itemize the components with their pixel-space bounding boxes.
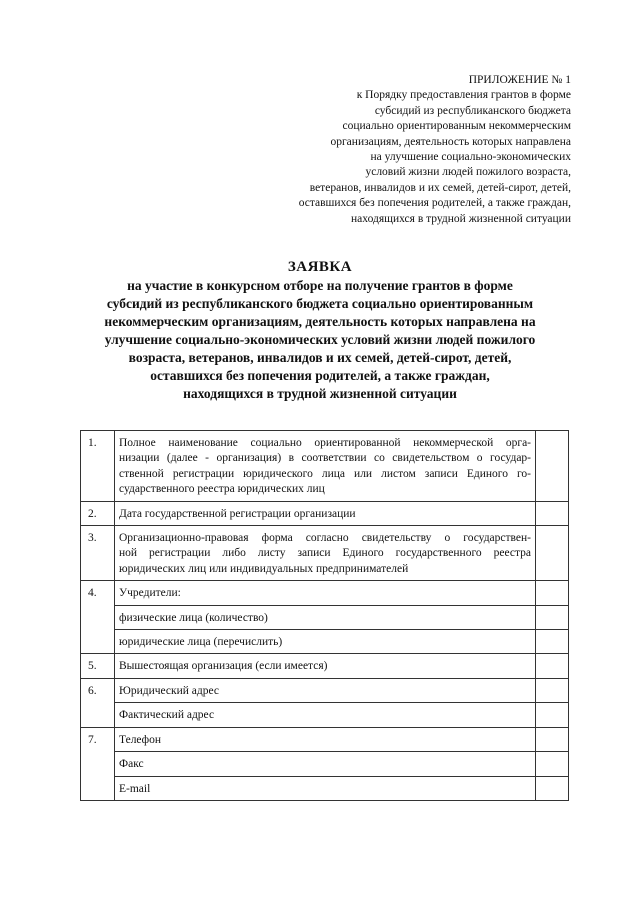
- value-cell[interactable]: [536, 431, 569, 502]
- table-row: [81, 654, 569, 678]
- title-line: некоммерческим организациям, деятельность которых направлена на: [104, 314, 536, 329]
- row-number: 6.: [81, 678, 115, 727]
- title-line: улучшение социально-экономических условий жизни людей пожилого: [104, 332, 536, 347]
- row-number: 7.: [81, 727, 115, 800]
- title-line: оставшихся без попечения родителей, а также граждан,: [150, 368, 490, 383]
- table-row: [81, 581, 569, 605]
- title-main: ЗАЯВКА: [287, 259, 353, 275]
- appendix-line: к Порядку предоставления грантов в форме: [356, 89, 571, 102]
- appendix-line: оставшихся без попечения родителей, а также граждан,: [298, 197, 571, 210]
- appendix-line: на улучшение социально-экономических: [370, 151, 571, 164]
- appendix-line: организациям, деятельность которых направлена: [330, 135, 571, 148]
- value-cell[interactable]: [536, 654, 569, 678]
- value-cell[interactable]: [536, 752, 569, 776]
- value-cell[interactable]: [536, 776, 569, 800]
- value-cell[interactable]: [536, 581, 569, 605]
- row-label: Учредители:: [115, 581, 536, 605]
- row-number: 3.: [81, 526, 115, 581]
- table-row: [81, 678, 569, 702]
- title-line: находящихся в трудной жизненной ситуации: [183, 386, 457, 401]
- appendix-line: ветеранов, инвалидов и их семей, детей-сирот, детей,: [309, 181, 571, 194]
- row-sublabel: Факс: [115, 752, 536, 776]
- row-label: Юридический адрес: [115, 678, 536, 702]
- row-label: Вышестоящая организация (если имеется): [115, 654, 536, 678]
- row-label-line: Полное наименование социально ориентированной некоммерческой орга-: [119, 437, 531, 449]
- row-label: [115, 431, 536, 502]
- row-label-line: ной регистрации либо листу записи Единого государственного реестра: [119, 547, 531, 560]
- table-row: [81, 501, 569, 525]
- table-row: [81, 605, 569, 629]
- table-row: [81, 752, 569, 776]
- document-title: [60, 258, 580, 403]
- table-row: [81, 431, 569, 502]
- row-sublabel: Фактический адрес: [115, 703, 536, 727]
- title-line: субсидий из республиканского бюджета социально ориентированным: [106, 296, 534, 311]
- value-cell[interactable]: [536, 501, 569, 525]
- table-row: [81, 776, 569, 800]
- row-sublabel: физические лица (количество): [115, 605, 536, 629]
- appendix-header: [241, 73, 571, 227]
- table-row: [81, 630, 569, 654]
- appendix-line: условий жизни людей пожилого возраста,: [365, 166, 571, 179]
- value-cell[interactable]: [536, 703, 569, 727]
- title-line: возраста, ветеранов, инвалидов и их семей, детей-сирот, детей,: [128, 350, 512, 365]
- row-label: Дата государственной регистрации организации: [115, 501, 536, 525]
- appendix-line: находящихся в трудной жизненной ситуации: [351, 212, 571, 225]
- value-cell[interactable]: [536, 678, 569, 702]
- row-label-line: ственной регистрации юридического лица или листом записи Единого го-: [119, 467, 531, 480]
- row-sublabel: юридические лица (перечислить): [115, 630, 536, 654]
- row-label: [115, 526, 536, 581]
- application-form-table: [80, 430, 569, 801]
- value-cell[interactable]: [536, 630, 569, 654]
- appendix-title: ПРИЛОЖЕНИЕ № 1: [468, 74, 571, 86]
- appendix-line: социально ориентированным некоммерческим: [342, 120, 571, 133]
- table-row: [81, 727, 569, 751]
- row-number: 1.: [81, 431, 115, 502]
- row-number: 2.: [81, 501, 115, 525]
- row-label-line: Организационно-правовая форма согласно свидетельству о государствен-: [119, 532, 531, 545]
- row-number: 5.: [81, 654, 115, 678]
- row-label-line: юридических лиц или индивидуальных предпринимателей: [119, 562, 409, 575]
- table-row: [81, 526, 569, 581]
- value-cell[interactable]: [536, 727, 569, 751]
- value-cell[interactable]: [536, 526, 569, 581]
- title-line: на участие в конкурсном отборе на получение грантов в форме: [127, 278, 513, 293]
- row-label-line: сударственного реестра юридических лиц: [119, 483, 325, 496]
- value-cell[interactable]: [536, 605, 569, 629]
- row-label: Телефон: [115, 727, 536, 751]
- row-label-line: низации (далее - организация) в соответствии со свидетельством о государ-: [119, 452, 531, 465]
- row-number: 4.: [81, 581, 115, 654]
- appendix-line: субсидий из республиканского бюджета: [374, 104, 571, 117]
- row-sublabel: E-mail: [115, 776, 536, 800]
- table-row: [81, 703, 569, 727]
